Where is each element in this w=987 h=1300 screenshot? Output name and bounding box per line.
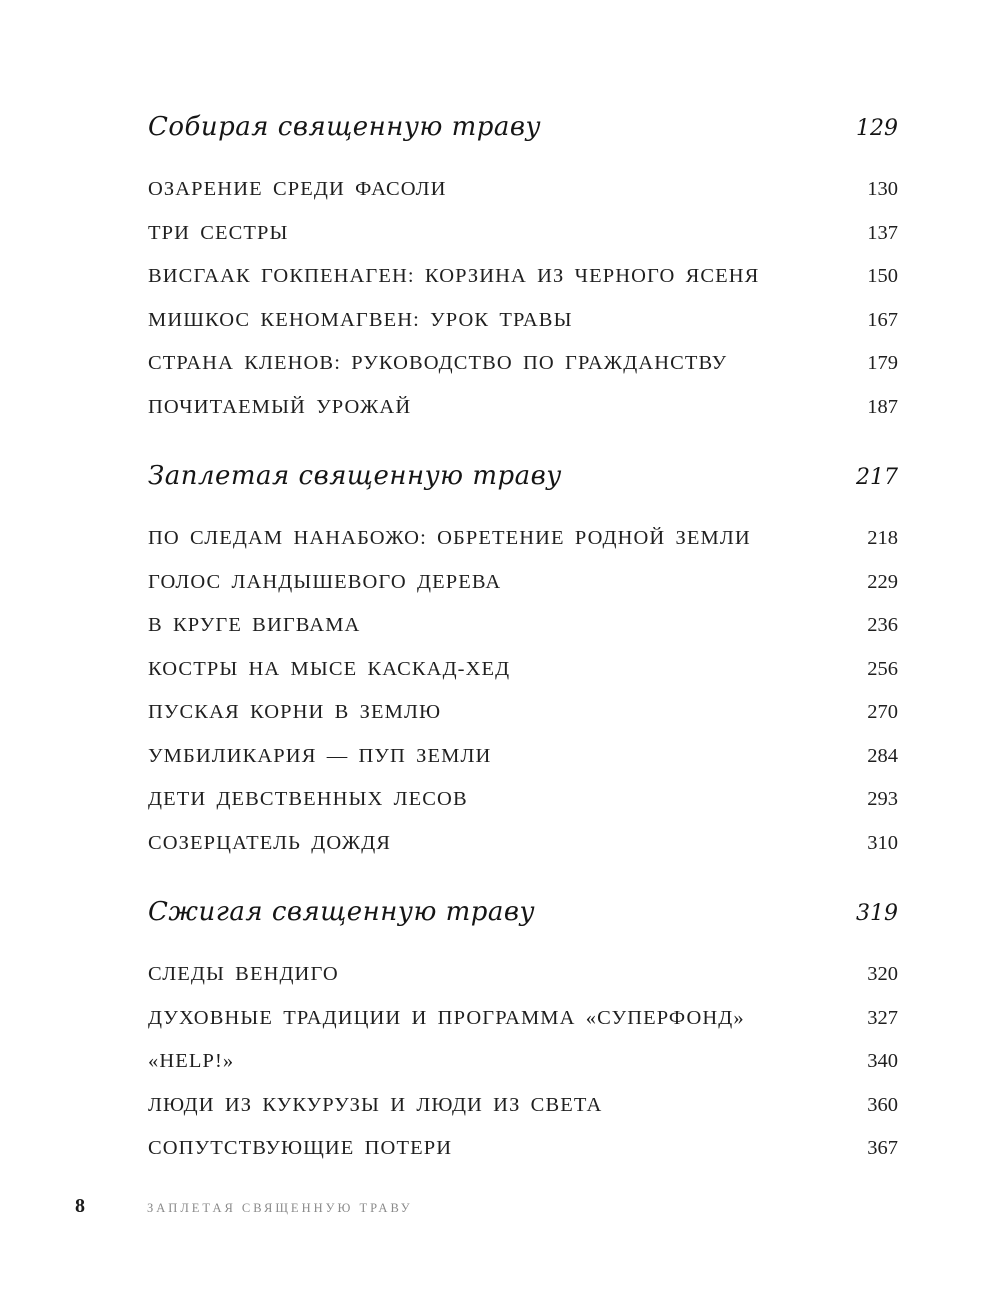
section-heading[interactable] bbox=[148, 897, 898, 941]
toc-entry[interactable] bbox=[148, 299, 898, 343]
table-of-contents bbox=[148, 112, 898, 1171]
entry-title: ОЗАРЕНИЕ СРЕДИ ФАСОЛИ bbox=[148, 178, 447, 200]
entry-title: КОСТРЫ НА МЫСЕ КАСКАД-ХЕД bbox=[148, 657, 511, 680]
section-page-number: 129 bbox=[856, 116, 898, 141]
toc-section-braiding bbox=[148, 461, 898, 865]
toc-entry[interactable] bbox=[148, 735, 898, 779]
entry-page-number: 236 bbox=[867, 614, 898, 636]
entry-page-number: 150 bbox=[867, 265, 898, 287]
toc-entry[interactable] bbox=[148, 386, 898, 430]
entry-page-number: 229 bbox=[867, 570, 898, 593]
section-heading[interactable] bbox=[148, 461, 898, 505]
entry-title: СОЗЕРЦАТЕЛЬ ДОЖДЯ bbox=[148, 831, 392, 854]
toc-entry[interactable] bbox=[148, 168, 898, 212]
entry-title: ЛЮДИ ИЗ КУКУРУЗЫ И ЛЮДИ ИЗ СВЕТА bbox=[148, 1093, 603, 1116]
toc-entry[interactable] bbox=[148, 822, 898, 866]
entry-title: В КРУГЕ ВИГВАМА bbox=[148, 614, 361, 636]
toc-entry[interactable] bbox=[148, 604, 898, 648]
page-footer bbox=[75, 1195, 413, 1218]
entry-title: ТРИ СЕСТРЫ bbox=[148, 221, 289, 244]
toc-entry[interactable] bbox=[148, 342, 898, 386]
entry-page-number: 360 bbox=[867, 1093, 898, 1116]
entry-title: ГОЛОС ЛАНДЫШЕВОГО ДЕРЕВА bbox=[148, 570, 502, 593]
toc-section-gathering bbox=[148, 112, 898, 429]
toc-entry[interactable] bbox=[148, 997, 898, 1041]
toc-entry[interactable] bbox=[148, 212, 898, 256]
section-page-number: 319 bbox=[856, 901, 898, 926]
entry-title: ПОЧИТАЕМЫЙ УРОЖАЙ bbox=[148, 395, 412, 418]
section-heading[interactable] bbox=[148, 112, 898, 156]
toc-entry[interactable] bbox=[148, 691, 898, 735]
entry-page-number: 167 bbox=[867, 308, 898, 331]
toc-entry[interactable] bbox=[148, 953, 898, 997]
entry-page-number: 130 bbox=[867, 178, 898, 200]
entry-page-number: 310 bbox=[867, 831, 898, 854]
entry-page-number: 137 bbox=[867, 221, 898, 244]
toc-entry[interactable] bbox=[148, 561, 898, 605]
entry-title: ПУСКАЯ КОРНИ В ЗЕМЛЮ bbox=[148, 701, 442, 723]
entry-title: СТРАНА КЛЕНОВ: РУКОВОДСТВО ПО ГРАЖДАНСТВУ bbox=[148, 352, 728, 374]
toc-entry[interactable] bbox=[148, 517, 898, 561]
entry-title: ПО СЛЕДАМ НАНАБОЖО: ОБРЕТЕНИЕ РОДНОЙ ЗЕМЛИ bbox=[148, 527, 751, 549]
entry-page-number: 256 bbox=[867, 657, 898, 680]
folio-page-number: 8 bbox=[75, 1195, 85, 1217]
entry-page-number: 320 bbox=[867, 963, 898, 985]
section-title: Сжигая священную траву bbox=[148, 897, 536, 927]
toc-entry[interactable] bbox=[148, 255, 898, 299]
entry-page-number: 367 bbox=[867, 1137, 898, 1159]
toc-entry[interactable] bbox=[148, 778, 898, 822]
toc-section-burning bbox=[148, 897, 898, 1171]
toc-entry[interactable] bbox=[148, 1127, 898, 1171]
entry-title: УМБИЛИКАРИЯ — ПУП ЗЕМЛИ bbox=[148, 744, 492, 767]
entry-title: ВИСГААК ГОКПЕНАГЕН: КОРЗИНА ИЗ ЧЕРНОГО ЯСЕНЯ bbox=[148, 265, 760, 287]
entry-title: СЛЕДЫ ВЕНДИГО bbox=[148, 963, 339, 985]
entry-title: ДУХОВНЫЕ ТРАДИЦИИ И ПРОГРАММА «СУПЕРФОНД» bbox=[148, 1006, 745, 1029]
section-title: Собирая священную траву bbox=[148, 112, 542, 142]
section-title: Заплетая священную траву bbox=[148, 461, 562, 491]
entry-page-number: 340 bbox=[867, 1050, 898, 1072]
entry-page-number: 187 bbox=[867, 395, 898, 418]
entry-title: ДЕТИ ДЕВСТВЕННЫХ ЛЕСОВ bbox=[148, 788, 468, 810]
section-page-number: 217 bbox=[856, 465, 898, 490]
running-head: ЗАПЛЕТАЯ СВЯЩЕННУЮ ТРАВУ bbox=[147, 1201, 413, 1215]
entry-page-number: 327 bbox=[867, 1006, 898, 1029]
entry-title: «HELP!» bbox=[148, 1050, 235, 1072]
entry-title: СОПУТСТВУЮЩИЕ ПОТЕРИ bbox=[148, 1137, 453, 1159]
entry-title: МИШКОС КЕНОМАГВЕН: УРОК ТРАВЫ bbox=[148, 308, 573, 331]
toc-entry[interactable] bbox=[148, 1084, 898, 1128]
entry-page-number: 284 bbox=[867, 744, 898, 767]
entry-page-number: 270 bbox=[867, 701, 898, 723]
toc-entry[interactable] bbox=[148, 648, 898, 692]
entry-page-number: 293 bbox=[867, 788, 898, 810]
entry-page-number: 179 bbox=[867, 352, 898, 374]
entry-page-number: 218 bbox=[867, 527, 898, 549]
toc-entry[interactable] bbox=[148, 1040, 898, 1084]
